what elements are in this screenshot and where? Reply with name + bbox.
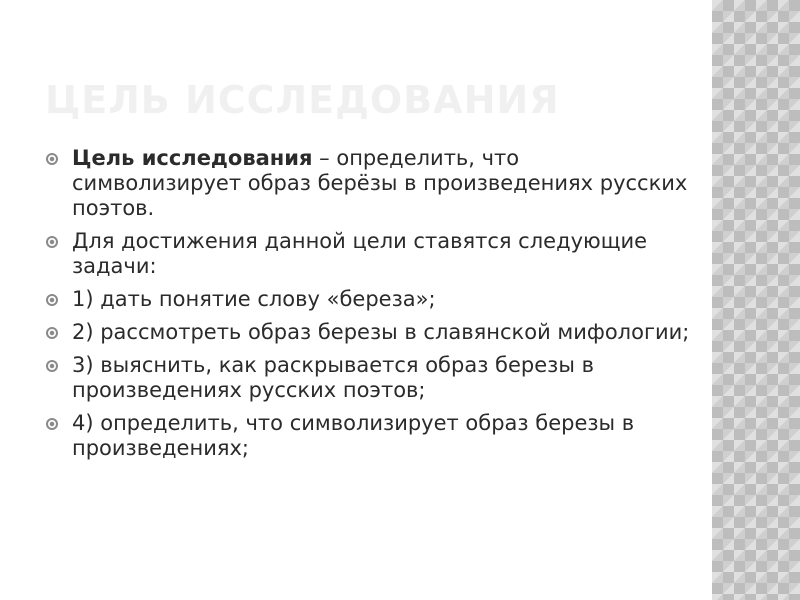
bullet-list	[44, 146, 694, 469]
item-text: Для достижения данной цели ставятся следующие задачи:	[72, 229, 648, 278]
item-text: – определить, что символизирует образ берёзы в произведениях русских поэтов.	[72, 146, 688, 220]
list-item	[44, 287, 694, 312]
item-text: 2) рассмотреть образ березы в славянской мифологии;	[72, 320, 690, 344]
circle-bullet-icon	[46, 327, 58, 339]
item-bold-label: Цель исследования	[72, 146, 313, 170]
circle-bullet-icon	[46, 418, 58, 430]
circle-bullet-icon	[46, 236, 58, 248]
list-item	[44, 320, 694, 345]
circle-bullet-icon	[46, 360, 58, 372]
item-text: 3) выяснить, как раскрывается образ березы в произведениях русских поэтов;	[72, 353, 594, 402]
decorative-side-pattern	[712, 0, 800, 600]
list-item	[44, 229, 694, 279]
list-item	[44, 411, 694, 461]
circle-bullet-icon	[46, 153, 58, 165]
list-item	[44, 146, 694, 221]
circle-bullet-icon	[46, 294, 58, 306]
item-text: 1) дать понятие слову «береза»;	[72, 287, 436, 311]
item-text: 4) определить, что символизирует образ березы в произведениях;	[72, 411, 635, 460]
slide-title: ЦЕЛЬ ИССЛЕДОВАНИЯ	[45, 78, 560, 122]
list-item	[44, 353, 694, 403]
